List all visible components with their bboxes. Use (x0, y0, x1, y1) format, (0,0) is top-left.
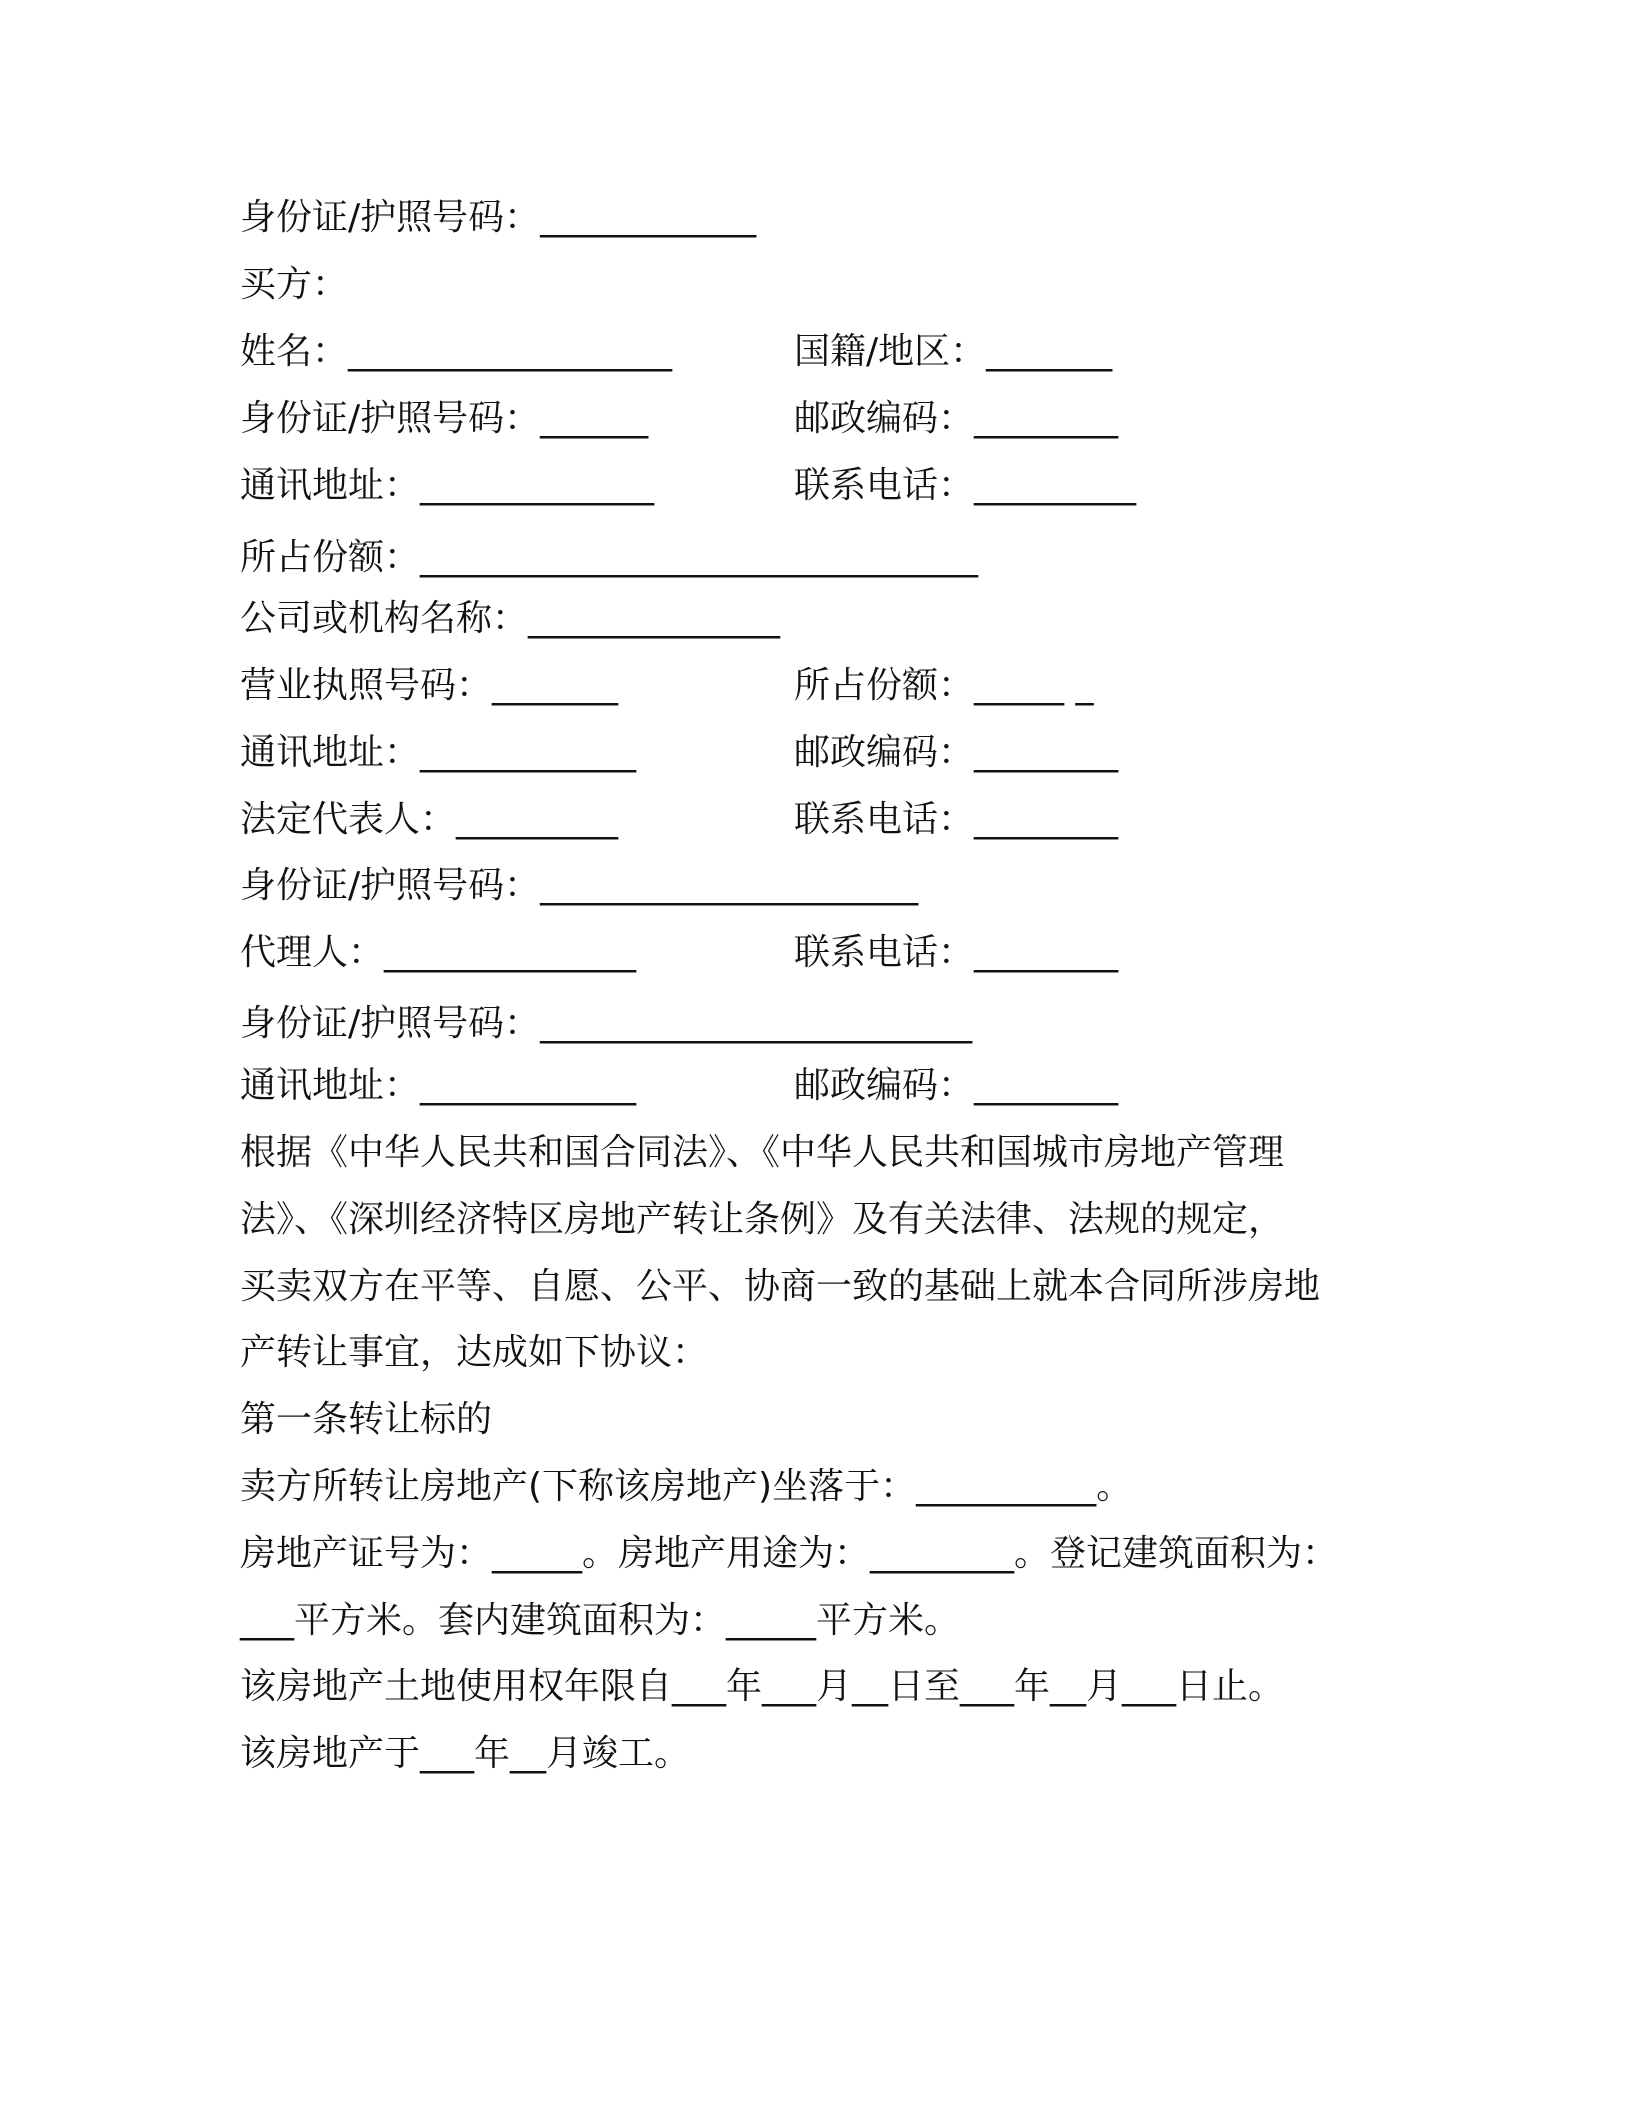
buyer-share-field: 所占份额：_______________________________ (240, 537, 979, 578)
agent-postcode-field: 邮政编码：________ (794, 1065, 1119, 1106)
legal-representative-field: 法定代表人：_________ (240, 799, 619, 840)
property-certificate-line: 房地产证号为：_____。房地产用途为：________。登记建筑面积为： (240, 1533, 1339, 1574)
property-area-line: ___平方米。套内建筑面积为：_____平方米。 (240, 1600, 961, 1641)
company-address-field: 通讯地址：____________ (240, 732, 637, 773)
preamble-line-3: 买卖双方在平等、自愿、公平、协商一致的基础上就本合同所涉房地 (240, 1266, 1321, 1307)
buyer-id-passport-field: 身份证/护照号码：______ (240, 398, 649, 439)
company-postcode-field: 邮政编码：________ (794, 732, 1119, 773)
buyer-address-field: 通讯地址：_____________ (240, 465, 655, 506)
agent-field: 代理人：______________ (240, 932, 637, 973)
preamble-line-2: 法》、《深圳经济特区房地产转让条例》及有关法律、法规的规定， (240, 1199, 1285, 1240)
legal-rep-phone-field: 联系电话：________ (794, 799, 1119, 840)
agent-phone-field: 联系电话：________ (794, 932, 1119, 973)
buyer-heading: 买方： (240, 264, 349, 305)
company-name-field: 公司或机构名称：______________ (240, 598, 781, 639)
agent-address-field: 通讯地址：____________ (240, 1065, 637, 1106)
completion-date-line: 该房地产于___年__月竣工。 (240, 1733, 691, 1774)
buyer-phone-field: 联系电话：_________ (794, 465, 1137, 506)
land-use-term-line: 该房地产土地使用权年限自___年___月__日至___年__月___日止。 (240, 1666, 1285, 1707)
company-share-field: 所占份额：_____ _ (794, 665, 1094, 706)
property-location-line: 卖方所转让房地产(下称该房地产)坐落于：__________。 (240, 1466, 1133, 1507)
buyer-name-field: 姓名：__________________ (240, 331, 673, 372)
agent-id-field: 身份证/护照号码：________________________ (240, 1003, 973, 1044)
preamble-line-4: 产转让事宜，达成如下协议： (240, 1332, 709, 1373)
seller-id-passport-line: 身份证/护照号码：____________ (240, 197, 757, 238)
article-1-heading: 第一条转让标的 (240, 1399, 493, 1440)
preamble-line-1: 根据《中华人民共和国合同法》、《中华人民共和国城市房地产管理 (240, 1132, 1285, 1173)
business-license-field: 营业执照号码：_______ (240, 665, 619, 706)
legal-rep-id-field: 身份证/护照号码：_____________________ (240, 865, 919, 906)
buyer-nationality-field: 国籍/地区：_______ (794, 331, 1113, 372)
buyer-postcode-field: 邮政编码：________ (794, 398, 1119, 439)
